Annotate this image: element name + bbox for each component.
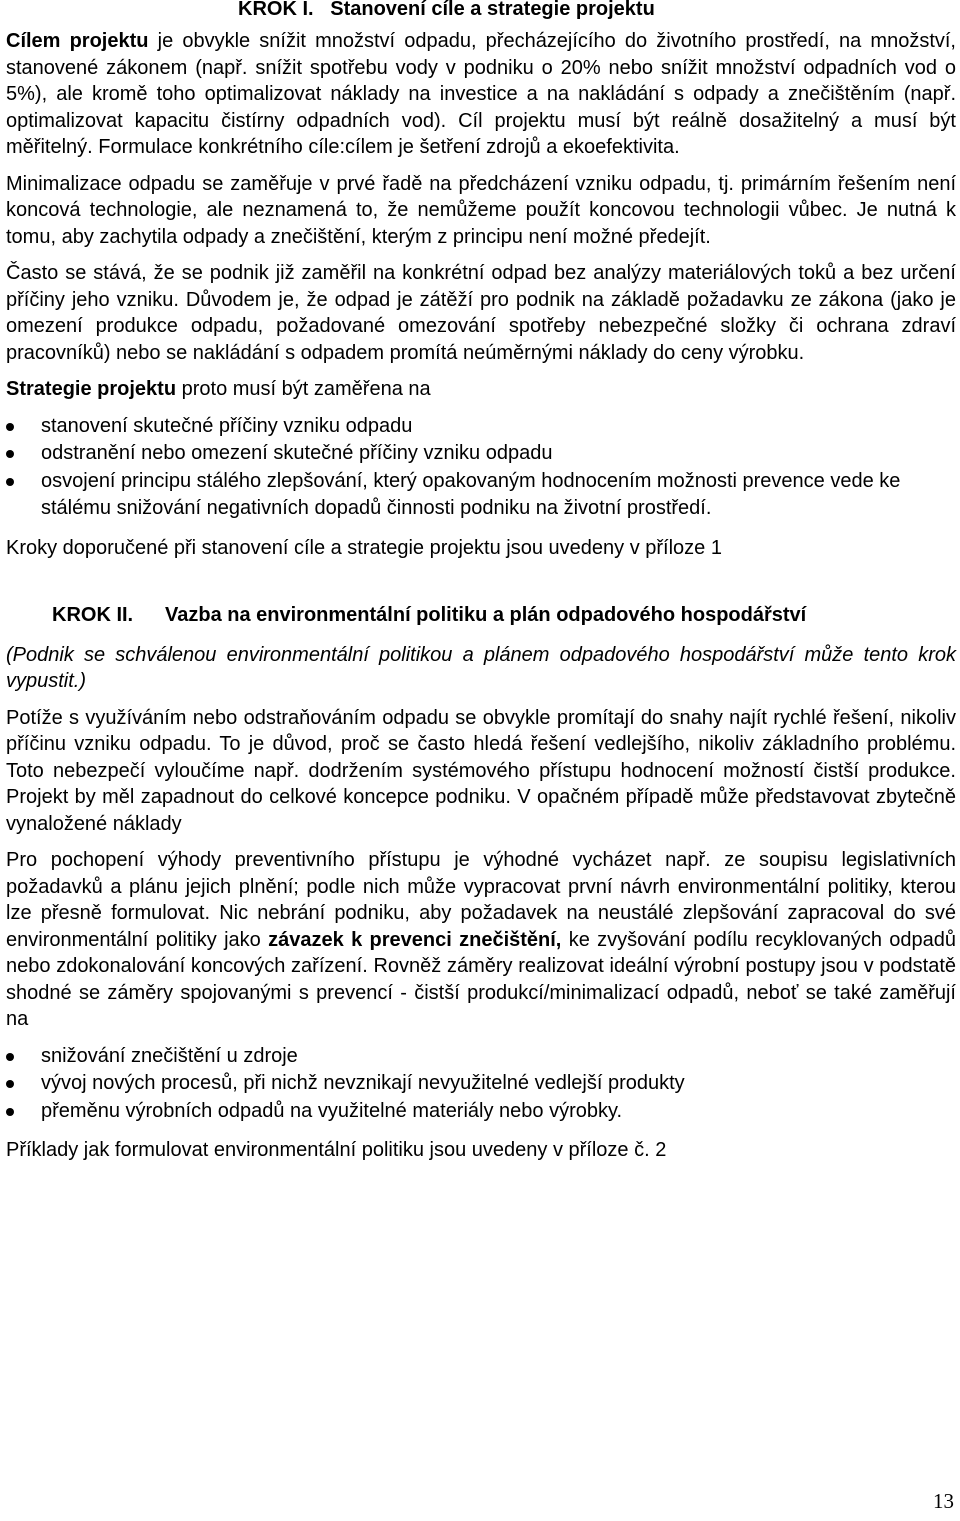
list-item-text: snižování znečištění u zdroje	[41, 1044, 298, 1067]
paragraph-strategy	[6, 376, 956, 403]
heading-number: KROK I.	[238, 0, 314, 20]
paragraph-appendix-2: Příklady jak formulovat environmentální politiku jsou uvedeny v příloze č. 2	[6, 1139, 667, 1161]
list-item	[6, 468, 956, 523]
paragraph-appendix-1: Kroky doporučené při stanovení cíle a strategie projektu jsou uvedeny v příloze 1	[6, 536, 722, 559]
bullet-icon	[6, 1053, 14, 1061]
prevention-bullet-list	[6, 1043, 956, 1126]
bullet-icon	[6, 423, 14, 431]
list-item	[6, 440, 956, 468]
paragraph-waste-minimization: Minimalizace odpadu se zaměřuje v prvé řadě na předcházení vzniku odpadu, tj. primárním řešením není koncová technologie, ale neznamená to, že nemůžeme použít koncovou technologii vůbec. Je nutná k tomu, aby zachytila odpady a znečištění, kterým z principu není možné předejít.	[6, 172, 956, 248]
paragraph-systemic-approach: Potíže s využíváním nebo odstraňováním odpadu se obvykle promítají do snahy najít rychlé řešení, nikoliv příčinu vzniku odpadu. To je důvod, proč se často hledá řešení vedlejšího, nikoliv základního problému. Toto nebezpečí vyloučíme např. dodržením systémového přístupu hodnocení možností čistší produkce. Projekt by měl zapadnout do celkové koncepce podniku. V opačném případě může představovat zbytečně vynaložené náklady	[6, 706, 956, 835]
section-heading-krok-2	[6, 602, 956, 628]
page-number: 13	[933, 1489, 954, 1513]
paragraph-text: je obvykle snížit množství odpadu, přecházejícího do životního prostředí, na množství, stanovené zákonem (např. snížit spotřebu vody v podniku o 20% nebo snížit množství odpadních vod o 5%), ale kromě toho optimalizovat náklady na investice a na nakládání s odpady a znečištěním (např. optimalizovat kapacitu čistírny odpadních vod). Cíl projektu musí být reálně dosažitelný a musí být měřitelný. Formulace konkrétního cíle:cílem je šetření zdrojů a ekoefektivita.	[6, 30, 956, 158]
bold-term: Strategie projektu	[6, 378, 177, 400]
list-item-text: stanovení skutečné příčiny vzniku odpadu	[41, 414, 413, 437]
paragraph-project-goal	[6, 28, 956, 161]
bullet-icon	[6, 450, 14, 458]
paragraph-waste-analysis: Často se stává, že se podnik již zaměřil na konkrétní odpad bez analýzy materiálových toků a bez určení příčiny jeho vzniku. Důvodem je, že odpad je zátěží pro podnik na základě požadavku ze zákona (jako je omezení produkce odpadu, požadované omezování spotřeby nebezpečné složky či ochrana zdraví pracovníků) nebo se nakládání s odpadem promítá neúměrnými náklady do ceny výrobku.	[6, 262, 956, 364]
list-item	[6, 413, 956, 441]
bold-term: Cílem projektu	[6, 30, 149, 52]
paragraph-text: proto musí být zaměřena na	[176, 378, 431, 400]
list-item	[6, 1098, 956, 1126]
list-item-text: přeměnu výrobních odpadů na využitelné materiály nebo výrobky.	[41, 1099, 623, 1122]
paragraph-preventive-approach	[6, 847, 956, 1033]
list-item-text: odstranění nebo omezení skutečné příčiny vzniku odpadu	[41, 442, 553, 464]
heading-title: Vazba na environmentální politiku a plán odpadového hospodářství	[165, 603, 807, 626]
document-page	[6, 0, 956, 1174]
heading-title: Stanovení cíle a strategie projektu	[330, 0, 655, 20]
list-item-text: vývoj nových procesů, při nichž nevznikají nevyužitelné vedlejší produkty	[41, 1072, 685, 1094]
bullet-icon	[6, 1080, 14, 1088]
paragraph-text: ke zvyšování podílu recyklovaných odpadů nebo zdokonalování koncových zařízení. Rovněž záměry realizovat ideální výrobní postupy jsou v podstatě shodné se záměry spojovanými s prevencí - čistší produkcí/minimalizací odpadů, neboť se také zaměřují na	[6, 928, 957, 1030]
strategy-bullet-list	[6, 413, 956, 523]
list-item	[6, 1070, 956, 1098]
bold-term: závazek k prevenci znečištění,	[268, 928, 562, 951]
section-heading-krok-1	[6, 0, 956, 20]
bullet-icon	[6, 478, 14, 486]
paragraph-text: Pro pochopení výhody preventivního přístupu je výhodné vycházet např. ze soupisu legislativních požadavků a plánu jejich plnění; podle nich může vypracovat první návrh environmentální politiky, kterou lze přesně formulovat. Nic nebrání podniku, aby požadavek na neustálé zlepšování zapracoval do své environmentální politiky jako	[6, 849, 956, 951]
list-item-text: osvojení principu stálého zlepšování, který opakovaným hodnocením možnosti prevence vede ke stálému snižování negativních dopadů činnosti podniku na životní prostředí.	[41, 469, 901, 519]
heading-number: KROK II.	[52, 603, 134, 626]
bullet-icon	[6, 1108, 14, 1116]
paragraph-skip-note: (Podnik se schválenou environmentální politikou a plánem odpadového hospodářství může tento krok vypustit.)	[6, 643, 956, 692]
list-item	[6, 1043, 956, 1071]
